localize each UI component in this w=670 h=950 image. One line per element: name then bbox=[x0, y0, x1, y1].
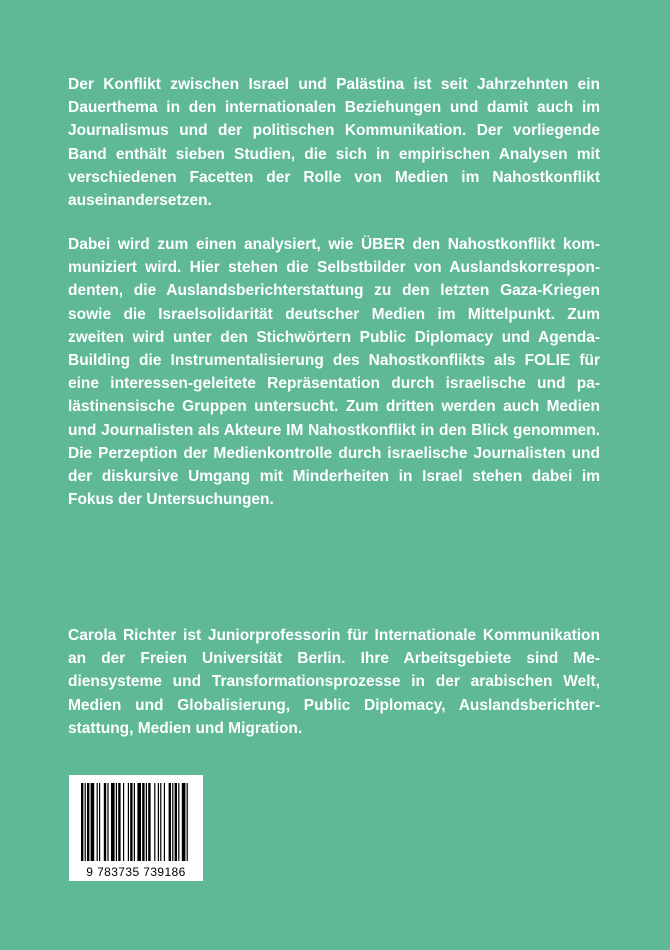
barcode-bar bbox=[118, 783, 120, 861]
barcode-bar bbox=[85, 783, 86, 861]
isbn-barcode bbox=[69, 775, 203, 881]
barcode-bar bbox=[169, 783, 171, 861]
barcode-bar bbox=[158, 783, 159, 861]
barcode-bar bbox=[164, 783, 165, 861]
book-description-details: Dabei wird zum einen analysiert, wie ÜBER den Nahostkonflikt kommuniziert wird. Hier stehen die Selbstbilder von Auslandskorrespondenten, die Auslandsberichterstattung zu den letzten Gaza-Kriegen sowie die Israelsolidarität deutscher Medien im Mittelpunkt. Zum zweiten wird unter den Stichwörtern Public Diplomacy und Agenda-Building die Instrumentalisierung des Nahostkonflikts als FOLIE für eine interessen-geleitete Repräsentation durch israelische und palästinensische Gruppen untersucht. Zum dritten werden auch Medien und Journalisten als Akteure IM Nahostkonflikt in den Blick genommen. Die Perzeption der Medienkontrolle durch israelische Journalisten und der diskursive Umgang mit Minderheiten in Israel stehen dabei im Fokus der Untersuchungen. bbox=[68, 236, 600, 509]
barcode-bar bbox=[87, 783, 89, 861]
barcode-bar bbox=[130, 783, 132, 861]
barcode-bar bbox=[146, 783, 147, 861]
isbn-number: 9 783735 739186 bbox=[86, 865, 186, 879]
barcode-bar bbox=[81, 783, 83, 861]
book-description-intro: Der Konflikt zwischen Israel und Palästina ist seit Jahrzehnten ein Dauerthema in den internationalen Beziehungen und damit auch im Journalismus und der politischen Kommunikation. Der vorliegende Band enthält sieben Studien, die sich in empirischen Analysen mit verschiedenen Facetten der Rolle von Medien im Nahostkonflikt auseinandersetzen. bbox=[68, 76, 600, 210]
barcode-bar bbox=[116, 783, 117, 861]
barcode-bar bbox=[107, 783, 108, 861]
barcode-bar bbox=[160, 783, 161, 861]
barcode-bar bbox=[142, 783, 144, 861]
barcode-bar bbox=[111, 783, 115, 861]
barcode-bar bbox=[137, 783, 141, 861]
barcode-bar bbox=[128, 783, 129, 861]
barcode-bar bbox=[175, 783, 177, 861]
barcode-bar bbox=[178, 783, 179, 861]
barcode-bar bbox=[154, 783, 155, 861]
barcode-bar bbox=[123, 783, 124, 861]
barcode-bar bbox=[99, 783, 100, 861]
barcode-bar bbox=[182, 783, 186, 861]
barcode-bar bbox=[187, 783, 188, 861]
barcode-bar bbox=[172, 783, 173, 861]
author-bio: Carola Richter ist Juniorprofessorin für Internationale Kommunikation an der Freien Universität Berlin. Ihre Arbeitsgebiete sind Mediensysteme und Transformationsprozesse in der arabischen Welt, Medien und Globalisierung, Public Diplomacy, Auslandsberichterstattung, Medien und Migration. bbox=[68, 627, 600, 737]
barcode-bar bbox=[97, 783, 98, 861]
barcode-bar bbox=[91, 783, 95, 861]
barcode-bar bbox=[134, 783, 135, 861]
barcode-bar bbox=[104, 783, 106, 861]
barcode-bar bbox=[148, 783, 150, 861]
